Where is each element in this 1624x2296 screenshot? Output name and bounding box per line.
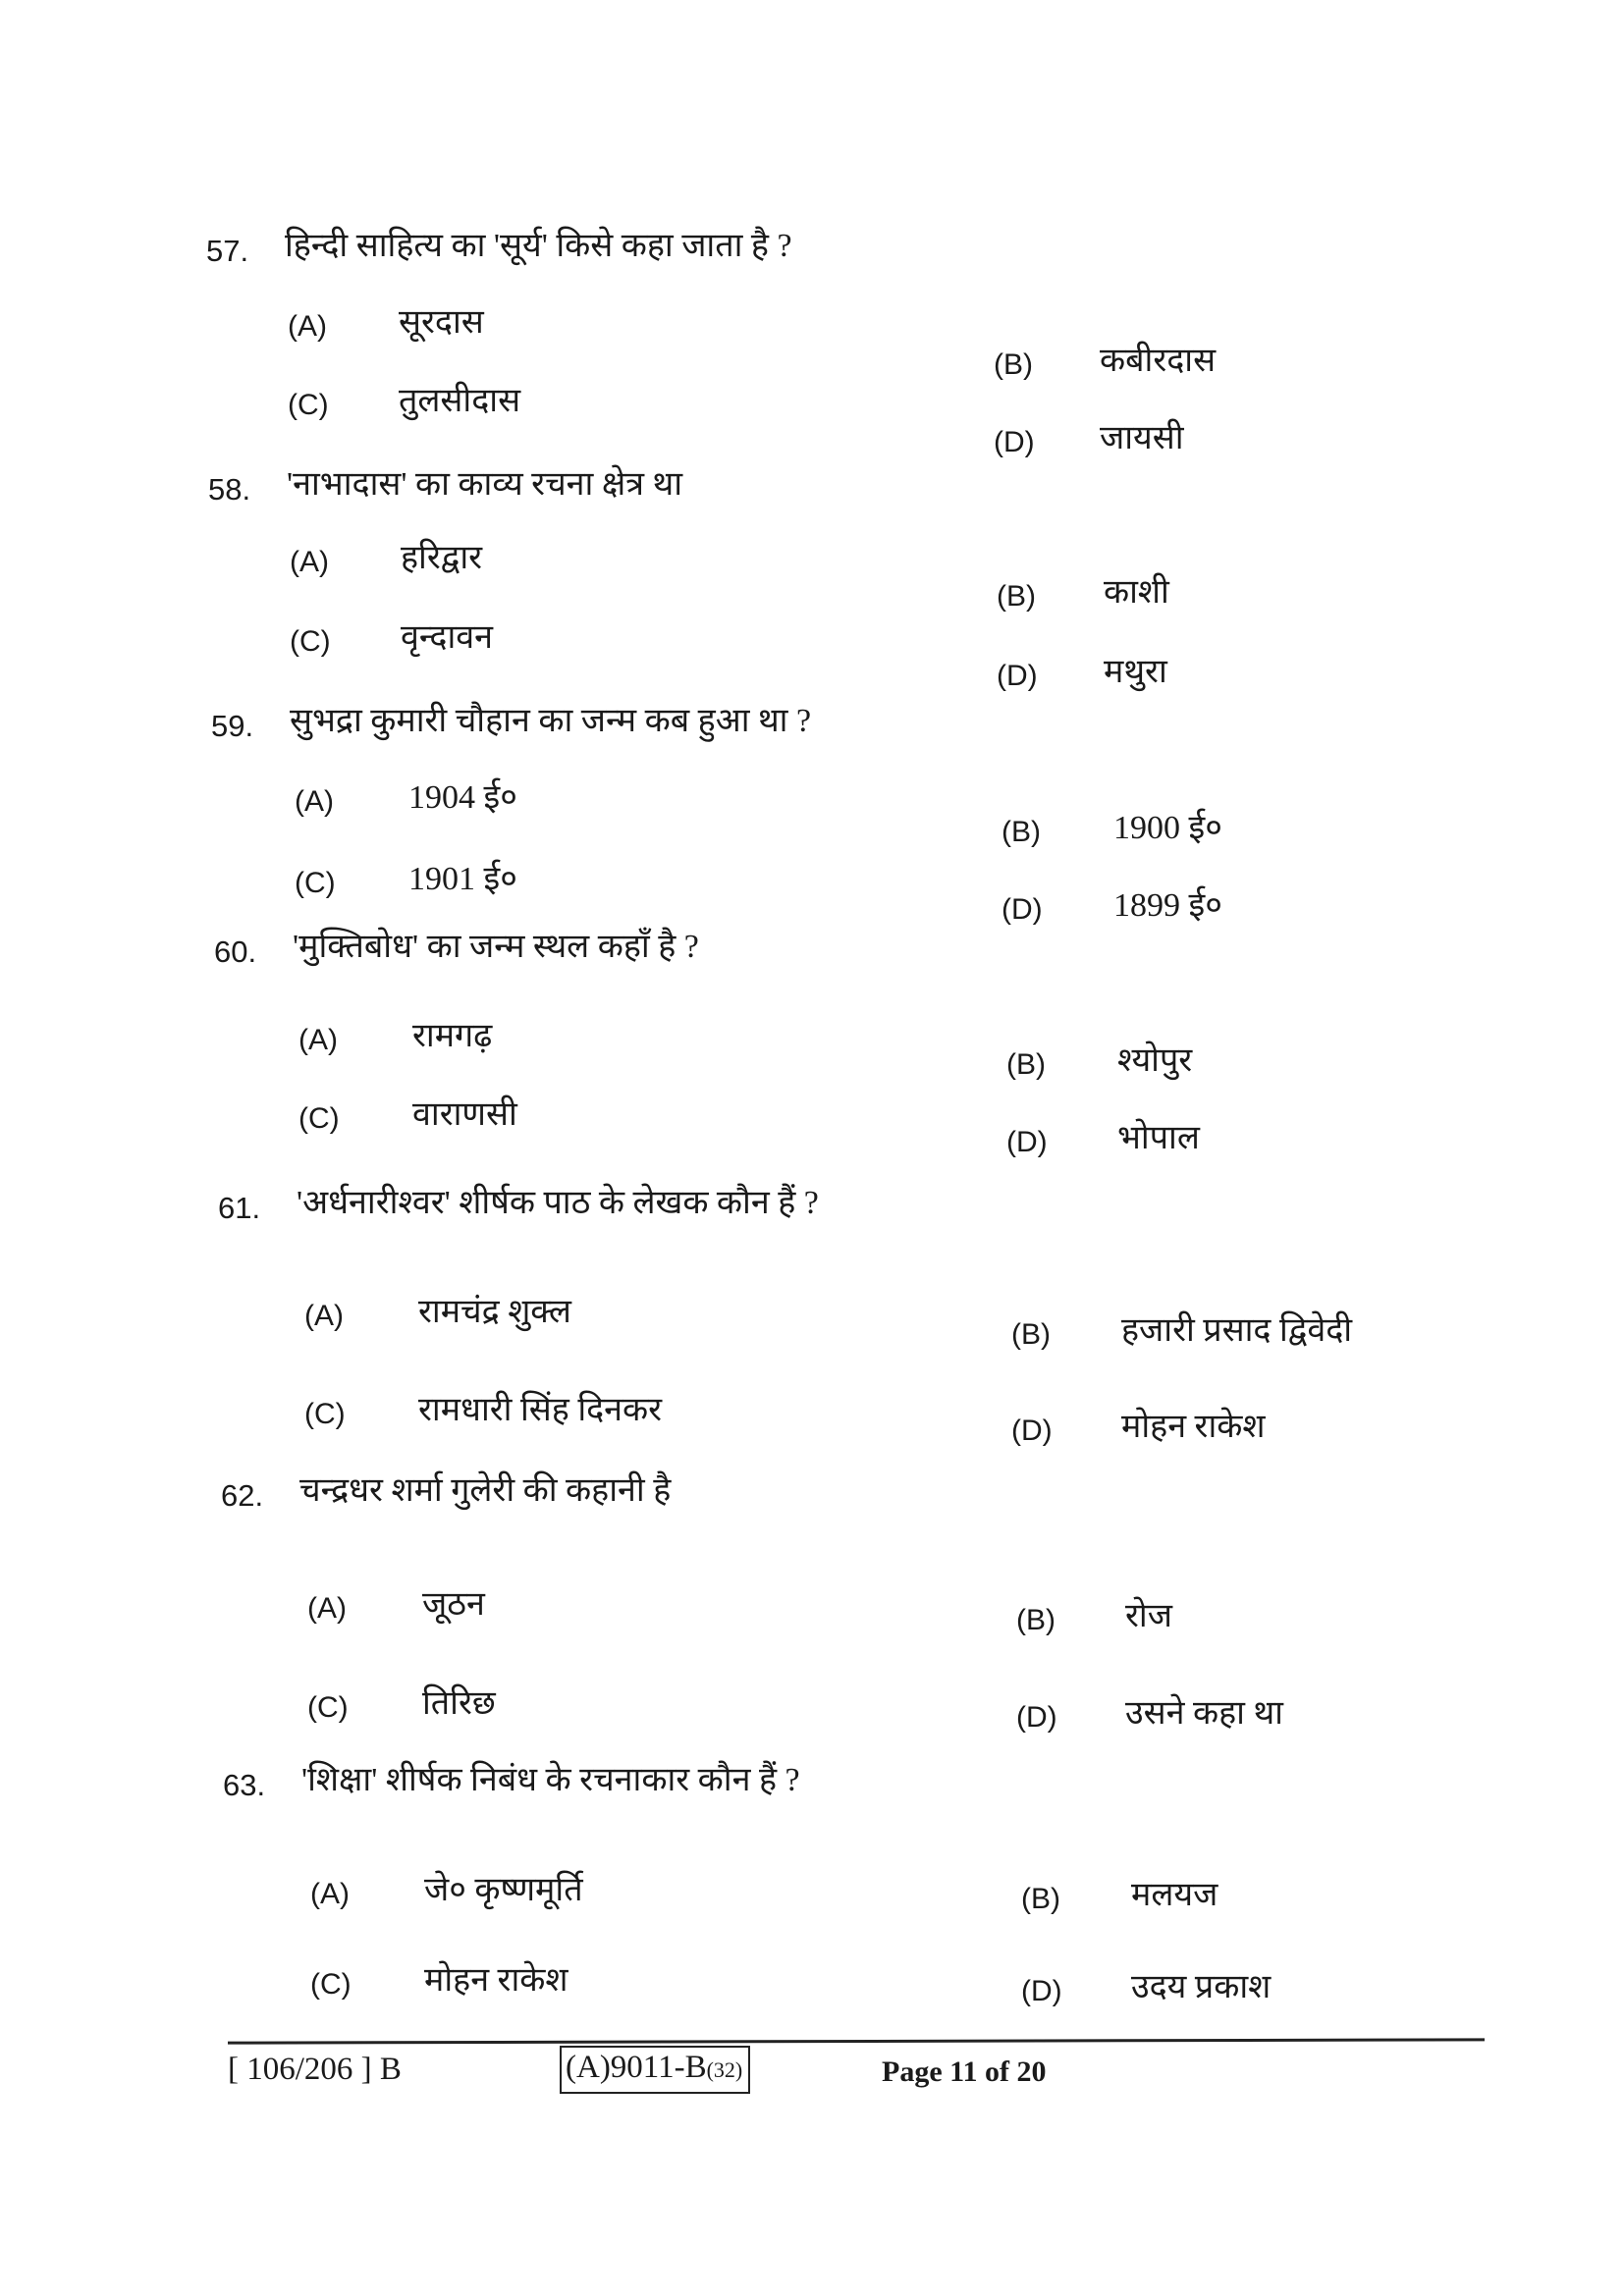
question-text: चन्द्रधर शर्मा गुलेरी की कहानी है [299,1472,672,1509]
option-label: (D) [1001,893,1043,926]
option-label: (C) [298,1102,340,1135]
option-text: काशी [1104,574,1169,611]
option-text: कबीरदास [1100,343,1217,379]
option-label: (D) [994,426,1035,458]
option-text: जायसी [1100,420,1184,456]
question-number: 58. [208,472,251,507]
option-label: (D) [1006,1126,1048,1158]
option-text: मोहन राकेश [424,1962,568,1999]
question-text: हिन्दी साहित्य का 'सूर्य' किसे कहा जाता है ? [285,228,792,264]
option-label: (A) [288,310,327,343]
option-text: उदय प्रकाश [1131,1969,1272,2005]
question-number: 61. [218,1191,261,1225]
option-label: (D) [1016,1701,1057,1734]
question-number: 57. [206,234,249,268]
option-label: (C) [310,1968,352,2001]
option-text: रामगढ़ [412,1018,493,1054]
question-text: 'नाभादास' का काव्य रचना क्षेत्र था [287,466,683,503]
paper-code: [ 106/206 ] B [228,2052,402,2087]
option-text: रामचंद्र शुक्ल [418,1294,571,1330]
option-text: 1900 ई० [1113,810,1222,846]
option-text: मोहन राकेश [1121,1409,1266,1445]
option-text: तुलसीदास [399,383,521,419]
option-label: (A) [304,1300,344,1332]
option-text: रोज [1125,1598,1172,1634]
option-label: (B) [1001,816,1041,848]
option-text: जे० कृष्णमूर्ति [424,1872,583,1908]
option-label: (C) [304,1398,346,1430]
option-label: (B) [1016,1604,1056,1636]
question-number: 63. [223,1768,266,1802]
option-text: रामधारी सिंह दिनकर [418,1392,663,1428]
question-number: 62. [221,1478,264,1513]
option-text: वृन्दावन [401,619,494,656]
option-label: (D) [1021,1975,1062,2007]
question-text: सुभद्रा कुमारी चौहान का जन्म कब हुआ था ? [290,703,812,739]
option-label: (D) [997,660,1038,692]
option-text: मलयज [1131,1877,1218,1913]
question-text: 'मुक्तिबोध' का जन्म स्थल कहाँ है ? [293,929,699,965]
option-text: हरिद्वार [401,540,483,576]
option-label: (B) [1006,1048,1046,1081]
page-number: Page 11 of 20 [882,2056,1047,2088]
option-text: हजारी प्रसाद द्विवेदी [1121,1312,1353,1349]
option-text: भोपाल [1117,1120,1200,1156]
option-text: जूठन [422,1586,485,1623]
option-label: (A) [290,546,329,578]
option-text: 1899 ई० [1113,887,1222,924]
option-text: 1901 ई० [408,861,517,897]
option-label: (A) [295,785,334,818]
booklet-code-main: (A)9011-B [566,2050,707,2085]
option-label: (A) [307,1592,347,1625]
option-label: (D) [1011,1415,1053,1447]
booklet-code [560,2046,750,2094]
option-text: मथुरा [1104,654,1167,690]
footer-divider [228,2038,1485,2044]
option-label: (B) [1011,1318,1051,1351]
option-label: (B) [994,348,1033,381]
question-number: 60. [214,934,257,969]
option-label: (A) [298,1024,338,1056]
question-text: 'शिक्षा' शीर्षक निबंध के रचनाकार कौन हैं ? [301,1762,800,1798]
question-text: 'अर्धनारीश्वर' शीर्षक पाठ के लेखक कौन हैं ? [297,1185,819,1221]
question-number: 59. [211,709,254,743]
option-label: (B) [1021,1883,1060,1915]
booklet-code-sub: (32) [706,2057,743,2082]
option-label: (B) [997,580,1036,613]
option-text: सूरदास [399,304,484,341]
option-label: (A) [310,1878,350,1910]
option-text: वाराणसी [412,1096,517,1133]
option-label: (C) [288,389,329,421]
option-text: श्योपुर [1117,1042,1193,1079]
option-label: (C) [295,867,336,899]
option-label: (C) [290,625,331,658]
option-text: 1904 ई० [408,779,517,816]
option-text: तिरिछ [422,1685,496,1722]
option-label: (C) [307,1691,349,1724]
option-text: उसने कहा था [1125,1695,1283,1732]
